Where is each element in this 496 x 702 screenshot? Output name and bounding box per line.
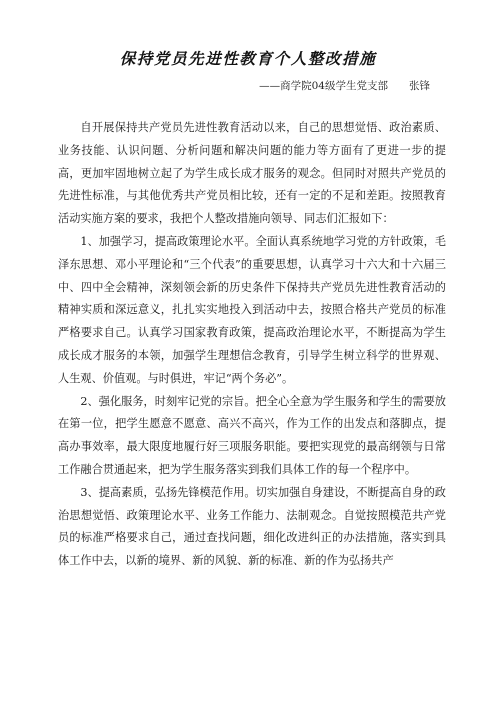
document-byline: ——商学院04级学生党支部 张锋 (259, 80, 430, 92)
paragraph-quality: 3、提高素质，弘扬先锋模范作用。切实加强自身建设，不断提高自身的政治思想觉悟、政策理论水平、业务工作能力、法制观念。自觉按照模范共产党员的标准严格要求自己，通过查找问题，细化改进纠正的办法措施，落实到具体工作中去，以新的境界、新的风貌、新的标准、新的作为弘扬共产 (58, 485, 446, 568)
document-title: 保持党员先进性教育个人整改措施 (119, 49, 377, 68)
paragraph-study: 1、加强学习，提高政策理论水平。全面认真系统地学习党的方针政策，毛泽东思想、邓小平理论和“三个代表”的重要思想，认真学习十六大和十六届三中、四中全会精神，深刻领会新的历史条件下保持共产党员先进性教育活动的精神实质和深远意义，扎扎实实地投入到活动中去，按照合格共产党员的标准严格要求自己。认真学习国家教育政策，提高政治理论水平，不断提高为学生成长成才服务的本领，加强学生理想信念教育，引导学生树立科学的世界观、人生观、价值观。与时俱进，牢记“两个务必”。 (58, 234, 446, 385)
paragraph-service: 2、强化服务，时刻牢记党的宗旨。把全心全意为学生服务和学生的需要放在第一位，把学生愿意不愿意、高兴不高兴，作为工作的出发点和落脚点，提高办事效率，最大限度地履行好三项服务职能。要把实现党的最高纲领与日常工作融合贯通起来，把为学生服务落实到我们具体工作的每一个程序中。 (58, 394, 446, 476)
paragraph-intro: 自开展保持共产党员先进性教育活动以来，自己的思想觉悟、政治素质、业务技能、认识问题、分析问题和解决问题的能力等方面有了更进一步的提高，更加牢固地树立起了为学生成长成才服务的观念。但同时对照共产党员的先进性标准，与其他优秀共产党员相比较，还有一定的不足和差距。按照教育活动实施方案的要求，我把个人整改措施向领导、同志们汇报如下： (58, 121, 446, 226)
document-body (58, 117, 446, 573)
